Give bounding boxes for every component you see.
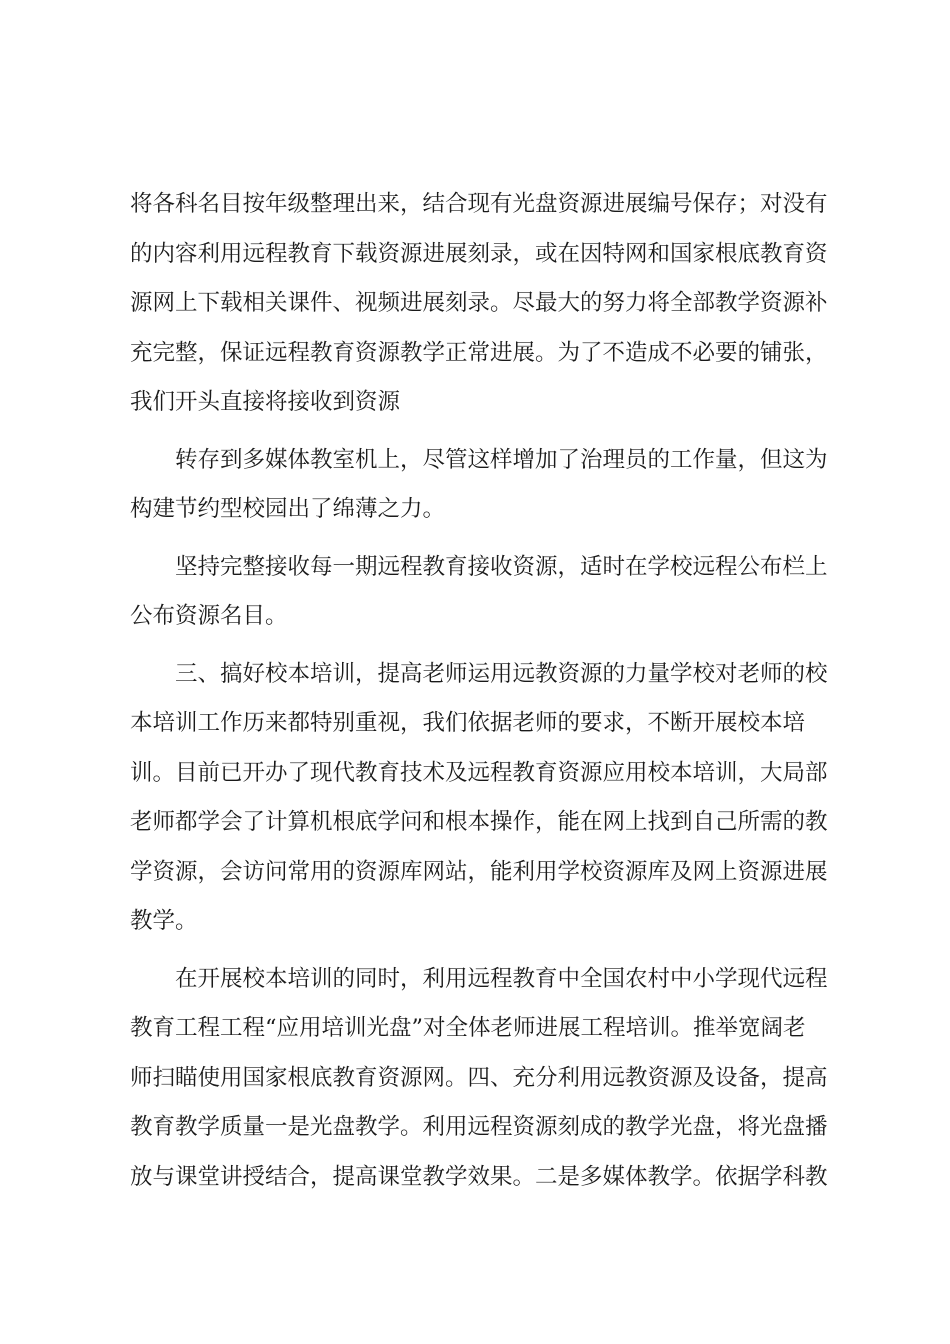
paragraph-1: [130, 180, 830, 428]
text-line: 源网上下载相关课件、视频进展刻录。尽最大的努力将全部教学资源补: [130, 290, 828, 316]
document-body: [130, 180, 830, 1210]
text-line: 坚持完整接收每一期远程教育接收资源，适时在学校远程公布栏上: [175, 553, 828, 580]
paragraph-3: [130, 543, 830, 642]
text-line: 的内容利用远程教育下载资源进展刻录，或在因特网和国家根底教育资: [130, 240, 828, 267]
text-line: 转存到多媒体教室机上，尽管这样增加了治理员的工作量，但这为: [175, 446, 828, 473]
text-line: 训。目前已开办了现代教育技术及远程教育资源应用校本培训，大局部: [130, 759, 828, 786]
text-line: 在开展校本培训的同时，利用远程教育中全国农村中小学现代远程: [175, 965, 828, 992]
text-line: 教育工程工程“应用培训光盘”对全体老师进展工程培训。推举宽阔老: [130, 1015, 806, 1041]
text-line: 构建节约型校园出了绵薄之力。: [130, 496, 446, 522]
text-line: 三、搞好校本培训，提高老师运用远教资源的力量学校对老师的校: [175, 660, 828, 687]
text-line: 公布资源名目。: [130, 603, 288, 629]
text-line: 师扫瞄使用国家根底教育资源网。四、充分利用远教资源及设备，提高: [130, 1064, 828, 1091]
text-line: 教学。: [130, 908, 198, 934]
paragraph-5: [130, 955, 830, 1203]
text-line: 学资源，会访问常用的资源库网站，能利用学校资源库及网上资源进展: [130, 858, 828, 885]
text-line: 教育教学质量一是光盘教学。利用远程资源刻成的教学光盘，将光盘播: [130, 1114, 828, 1140]
paragraph-4: [130, 650, 830, 947]
text-line: 充完整，保证远程教育资源教学正常进展。为了不造成不必要的铺张，: [130, 339, 828, 366]
text-line: 老师都学会了计算机根底学问和根本操作，能在网上找到自己所需的教: [130, 809, 828, 835]
text-line: 我们开头直接将接收到资源: [130, 389, 401, 415]
text-line: 放与课堂讲授结合，提高课堂教学效果。二是多媒体教学。依据学科教: [130, 1163, 828, 1190]
text-line: 将各科名目按年级整理出来，结合现有光盘资源进展编号保存；对没有: [130, 191, 828, 217]
text-line: 本培训工作历来都特别重视，我们依据老师的要求，不断开展校本培: [130, 710, 806, 736]
paragraph-2: [130, 436, 830, 535]
